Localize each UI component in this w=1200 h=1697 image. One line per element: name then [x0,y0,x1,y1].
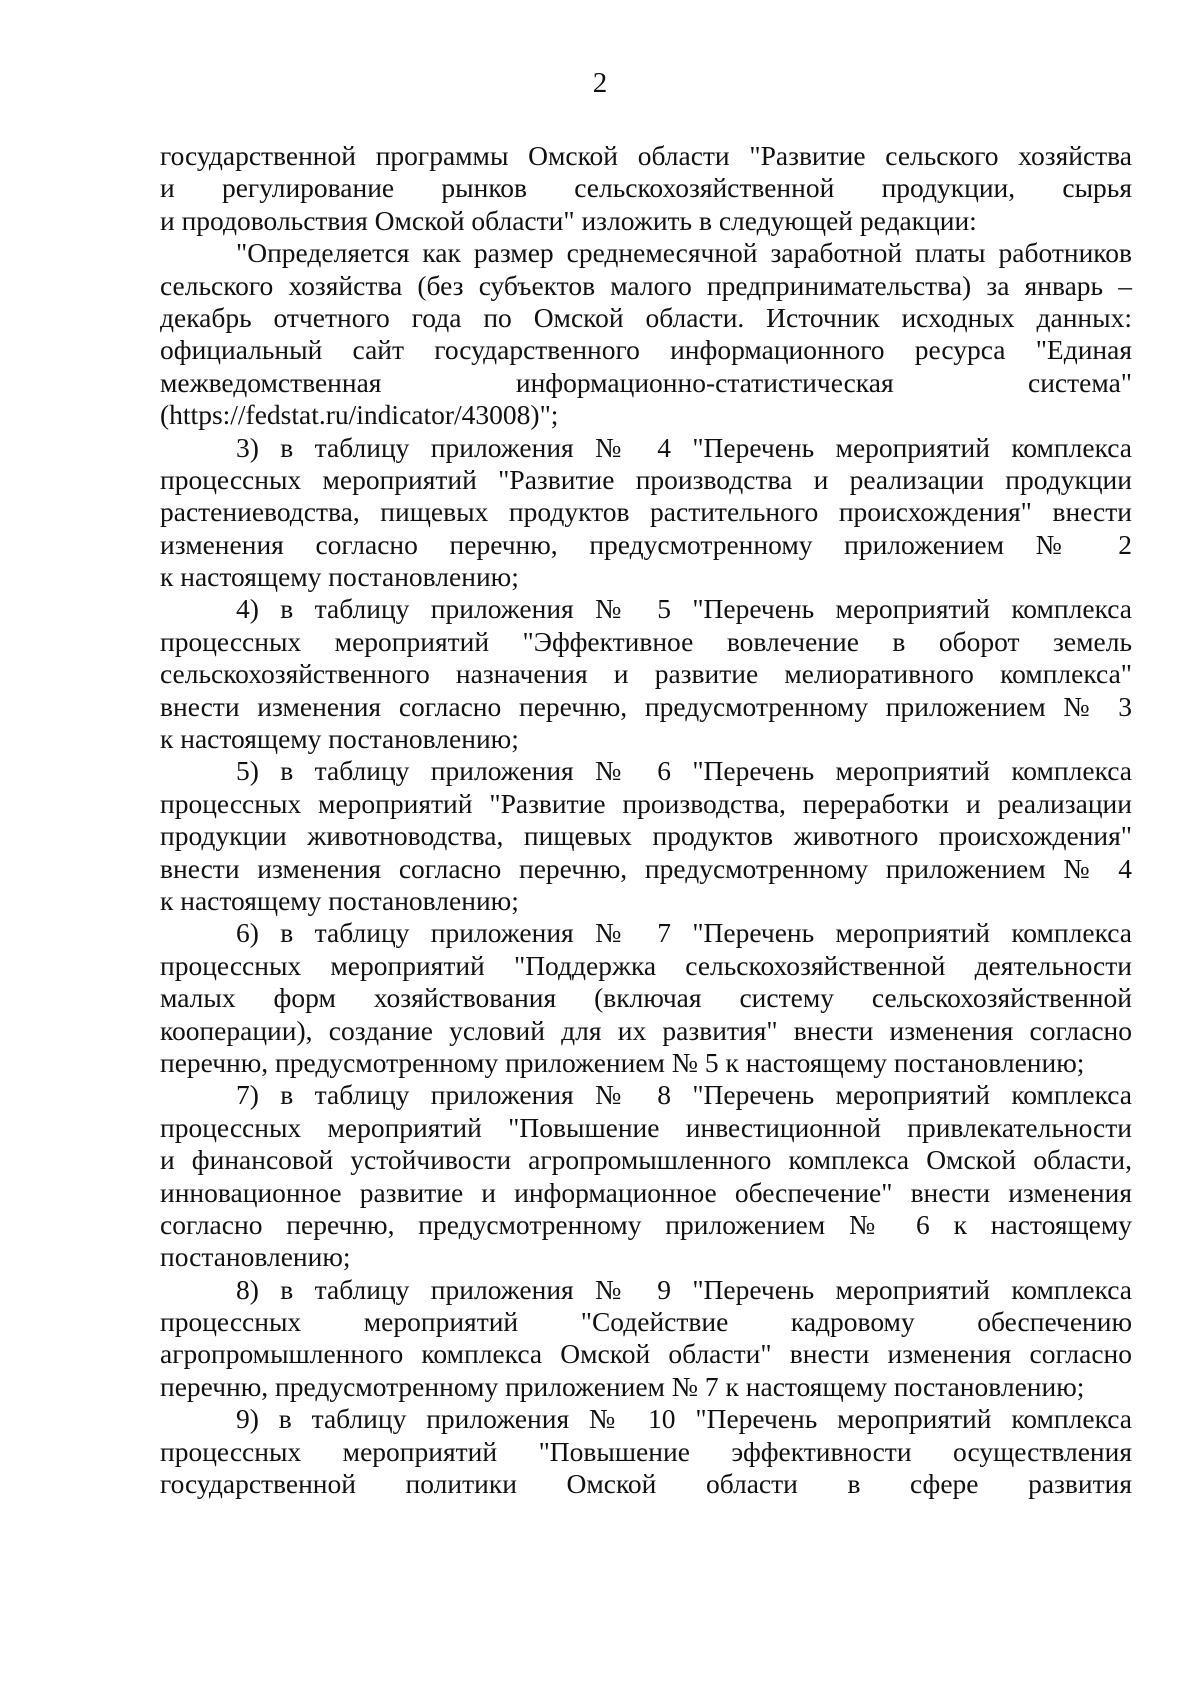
text-line: межведомственная информационно-статистическая система" [160,366,1132,398]
paragraph [160,755,1132,917]
text-line: постановлению; [160,1241,351,1273]
text-line: 9) в таблицу приложения № 10 "Перечень мероприятий комплекса [236,1403,1132,1435]
text-line: 7) в таблицу приложения № 8 "Перечень мероприятий комплекса [236,1079,1132,1111]
text-line: малых форм хозяйствования (включая систему сельскохозяйственной [160,982,1132,1014]
text-line: процессных мероприятий "Содействие кадровому обеспечению [160,1306,1132,1338]
text-line: (https://fedstat.ru/indicator/43008)"; [160,399,559,431]
text-line: перечню, предусмотренному приложением № 7 к настоящему постановлению; [160,1370,1085,1402]
text-line: внести изменения согласно перечню, предусмотренному приложением № 3 [160,690,1132,722]
text-line: кооперации), создание условий для их развития" внести изменения согласно [160,1014,1132,1046]
text-line: 4) в таблицу приложения № 5 "Перечень мероприятий комплекса [236,593,1132,625]
text-line: официальный сайт государственного информационного ресурса "Единая [160,334,1132,366]
text-line: и финансовой устойчивости агропромышленного комплекса Омской области, [160,1144,1132,1176]
text-line: согласно перечню, предусмотренному приложением № 6 к настоящему [160,1208,1132,1240]
page-number: 2 [592,67,608,99]
text-line: продукции животноводства, пищевых продуктов животного происхождения" [160,820,1132,852]
document-body [160,140,1132,1500]
text-line: процессных мероприятий "Повышение эффективности осуществления [160,1435,1132,1467]
text-line: к настоящему постановлению; [160,723,519,755]
text-line: процессных мероприятий "Развитие производства, переработки и реализации [160,787,1132,819]
text-line: государственной политики Омской области в сфере развития [160,1468,1132,1500]
paragraph [160,917,1132,1079]
paragraph [160,237,1132,431]
text-line: государственной программы Омской области "Развитие сельского хозяйства [160,140,1132,171]
text-line: 5) в таблицу приложения № 6 "Перечень мероприятий комплекса [236,755,1132,787]
paragraph [160,1079,1132,1273]
text-line: процессных мероприятий "Повышение инвестиционной привлекательности [160,1111,1132,1143]
text-line: растениеводства, пищевых продуктов растительного происхождения" внести [160,496,1132,528]
text-line: 8) в таблицу приложения № 9 "Перечень мероприятий комплекса [236,1273,1132,1305]
paragraph [160,432,1132,594]
paragraph [160,1403,1132,1500]
text-line: и продовольствия Омской области" изложить в следующей редакции: [160,204,977,236]
text-line: агропромышленного комплекса Омской области" внести изменения согласно [160,1338,1132,1370]
text-line: сельского хозяйства (без субъектов малого предпринимательства) за январь – [160,269,1132,301]
text-line: внести изменения согласно перечню, предусмотренному приложением № 4 [160,852,1132,884]
paragraph [160,593,1132,755]
text-line: "Определяется как размер среднемесячной заработной платы работников [236,237,1132,269]
text-line: 6) в таблицу приложения № 7 "Перечень мероприятий комплекса [236,917,1132,949]
text-line: 3) в таблицу приложения № 4 "Перечень мероприятий комплекса [236,431,1132,463]
text-line: декабрь отчетного года по Омской области. Источник исходных данных: [160,301,1132,333]
text-line: к настоящему постановлению; [160,561,519,593]
text-line: инновационное развитие и информационное обеспечение" внести изменения [160,1176,1132,1208]
text-line: изменения согласно перечню, предусмотренному приложением № 2 [160,528,1132,560]
text-line: процессных мероприятий "Эффективное вовлечение в оборот земель [160,625,1132,657]
text-line: перечню, предусмотренному приложением № 5 к настоящему постановлению; [160,1046,1085,1078]
text-line: к настоящему постановлению; [160,884,519,916]
text-line: процессных мероприятий "Развитие производства и реализации продукции [160,463,1132,495]
text-line: и регулирование рынков сельскохозяйственной продукции, сырья [160,172,1132,204]
text-line: сельскохозяйственного назначения и развитие мелиоративного комплекса" [160,658,1132,690]
paragraph [160,140,1132,237]
text-line: процессных мероприятий "Поддержка сельскохозяйственной деятельности [160,949,1132,981]
paragraph [160,1274,1132,1404]
